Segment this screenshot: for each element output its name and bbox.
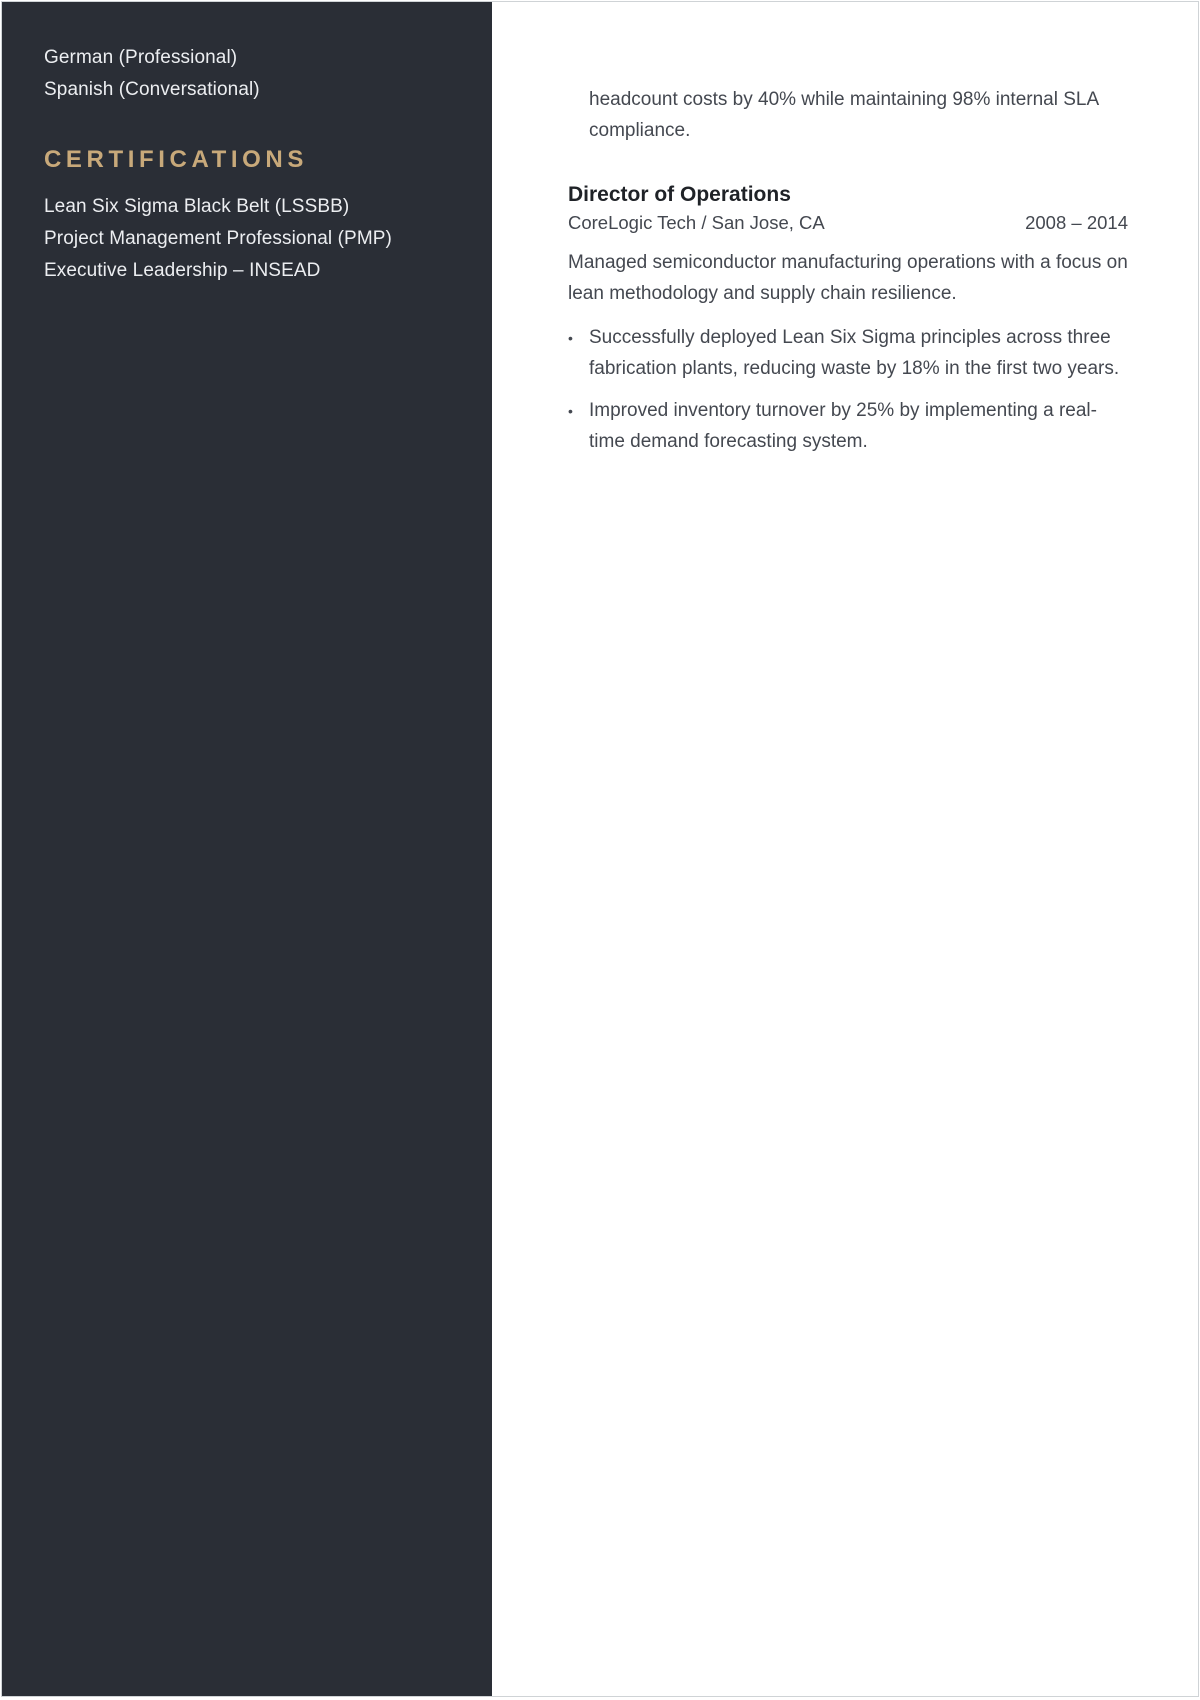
bullet-text: Successfully deployed Lean Six Sigma principles across three fabrication plants, reducing waste by 18% in the first two years. — [589, 327, 1120, 379]
certifications-heading: CERTIFICATIONS — [44, 146, 308, 173]
resume-page — [1, 1, 1199, 1697]
job-meta — [568, 210, 1128, 236]
certification-item: Executive Leadership – INSEAD — [44, 260, 321, 281]
certifications-list — [44, 191, 450, 287]
certification-item: Lean Six Sigma Black Belt (LSSBB) — [44, 196, 350, 217]
bullet-text: Improved inventory turnover by 25% by implementing a real-time demand forecasting system. — [589, 400, 1097, 452]
continued-bullet-text: headcount costs by 40% while maintaining 98% internal SLA compliance. — [589, 89, 1099, 141]
job-title: Director of Operations — [568, 183, 791, 206]
job-bullets — [568, 323, 1128, 457]
certification-item: Project Management Professional (PMP) — [44, 228, 392, 249]
language-item: German (Professional) — [44, 47, 238, 68]
bullet-icon: • — [568, 403, 573, 419]
languages-list — [44, 42, 450, 106]
job-dates: 2008 – 2014 — [1025, 212, 1128, 233]
job-entry — [568, 181, 1128, 457]
sidebar — [2, 2, 492, 1696]
bullet-icon: • — [568, 330, 573, 346]
job-description: Managed semiconductor manufacturing operations with a focus on lean methodology and supply chain resilience. — [568, 252, 1128, 304]
main-content — [568, 2, 1128, 469]
job-company: CoreLogic Tech / San Jose, CA — [568, 212, 825, 233]
list-item — [568, 323, 1128, 384]
language-item: Spanish (Conversational) — [44, 79, 260, 100]
list-item — [568, 396, 1128, 457]
